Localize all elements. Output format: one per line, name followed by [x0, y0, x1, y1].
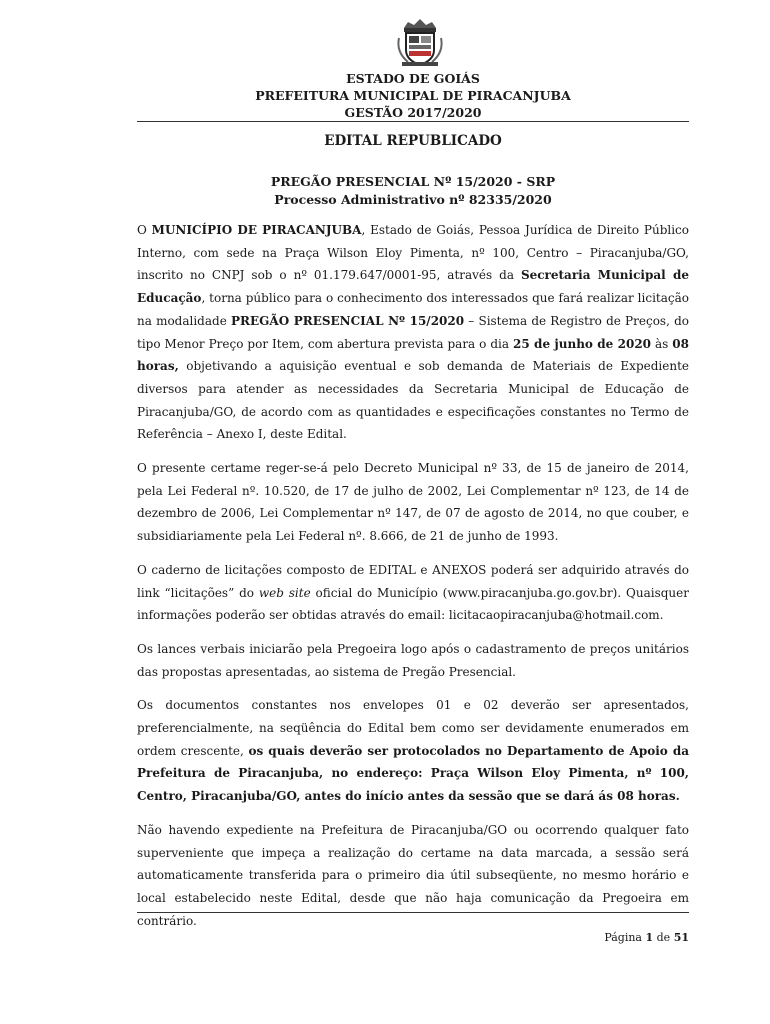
document-title: EDITAL REPUBLICADO [324, 133, 502, 149]
header-divider [137, 121, 689, 122]
page-number: Página 1 de 51 [604, 931, 689, 944]
footer-divider [137, 912, 689, 913]
paragraph-4: Os lances verbais iniciarão pela Pregoeira logo após o cadastramento de preços unitários das propostas apresentadas, ao sistema de Pregão Presencial. [137, 641, 689, 679]
municipio-name: MUNICÍPIO DE PIRACANJUBA [151, 223, 362, 237]
header-state: ESTADO DE GOIÁS [346, 71, 480, 86]
pregao-number: PREGÃO PRESENCIAL Nº 15/2020 - SRP [270, 174, 556, 189]
total-pages: 51 [673, 931, 689, 944]
paragraph-1: O MUNICÍPIO DE PIRACANJUBA, Estado de Goiás, Pessoa Jurídica de Direito Público Interno, com sede na Praça Wilson Eloy Pimenta, nº 100, Centro – Piracanjuba/GO, inscrito no CNPJ sob o nº 01.179.647/0001-95, através da Secretaria Municipal de Educação, torna público para o conhecimento dos interessados que fará realizar licitação na modalidade PREGÃO PRESENCIAL Nº 15/2020 – Sistema de Registro de Preços, do tipo Menor Preço por Item, com abertura prevista para o dia 25 de junho de 2020 às 08 horas, objetivando a aquisição eventual e sob demanda de Materiais de Expediente diversos para atender as necessidades da Secretaria Municipal de Educação de Piracanjuba/GO, de acordo com as quantidades e especificações constantes no Termo de Referência – Anexo I, deste Edital. [137, 223, 690, 442]
header-term: GESTÃO 2017/2020 [344, 105, 482, 120]
opening-time: 08 horas, [137, 336, 689, 374]
web-site-term: web site [258, 585, 311, 600]
paragraph-2: O presente certame reger-se-á pelo Decreto Municipal nº 33, de 15 de janeiro de 2014, pela Lei Federal nº. 10.520, de 17 de julho de 2002, Lei Complementar nº 123, de 14 de dezembro de 2006, Lei Complementar nº 147, de 07 de agosto de 2014, no que couber, e subsidiariamente pela Lei Federal nº. 8.666, de 21 de junho de 1993. [137, 461, 689, 544]
paragraph-5: Os documentos constantes nos envelopes 01 e 02 deverão ser apresentados, preferencialmente, na seqüência do Edital bem como ser devidamente enumerados em ordem crescente, os quais deverão ser protocolados no Departamento de Apoio da Prefeitura de Piracanjuba, no endereço: Praça Wilson Eloy Pimenta, nº 100, Centro, Piracanjuba/GO, antes do início antes da sessão que se dará ás 08 horas. [137, 698, 689, 804]
process-number: Processo Administrativo nº 82335/2020 [274, 191, 552, 207]
municipal-coat-of-arms-icon [396, 16, 444, 68]
paragraph-3: O caderno de licitações composto de EDITAL e ANEXOS poderá ser adquirido através do link “licitações” do web site oficial do Município (www.piracanjuba.go.gov.br). Quaisquer informações poderão ser obtidas através do email: licitacaopiracanjuba@hotmail.com. [137, 562, 690, 623]
pregao-reference: PREGÃO PRESENCIAL Nº 15/2020 [231, 313, 465, 328]
secretaria-name: Secretaria Municipal de Educação [137, 268, 689, 306]
paragraph-6: Não havendo expediente na Prefeitura de Piracanjuba/GO ou ocorrendo qualquer fato superveniente que impeça a realização do certame na data marcada, a sessão será automaticamente transferida para o primeiro dia útil subseqüente, no mesmo horário e local estabelecido neste Edital, desde que não haja comunicação da Pregoeira em contrário. [137, 822, 689, 928]
document-subtitle [137, 173, 689, 208]
document-body [137, 219, 689, 943]
header-prefecture: PREFEITURA MUNICIPAL DE PIRACANJUBA [255, 88, 571, 103]
current-page: 1 [645, 931, 654, 944]
document-header [137, 70, 689, 121]
opening-date: 25 de junho de 2020 [513, 336, 652, 351]
protocol-instruction: os quais deverão ser protocolados no Departamento de Apoio da Prefeitura de Piracanjuba, no endereço: Praça Wilson Eloy Pimenta, nº 100, Centro, Piracanjuba/GO, antes do início antes da sessão que se dará ás 08 horas. [137, 743, 689, 804]
